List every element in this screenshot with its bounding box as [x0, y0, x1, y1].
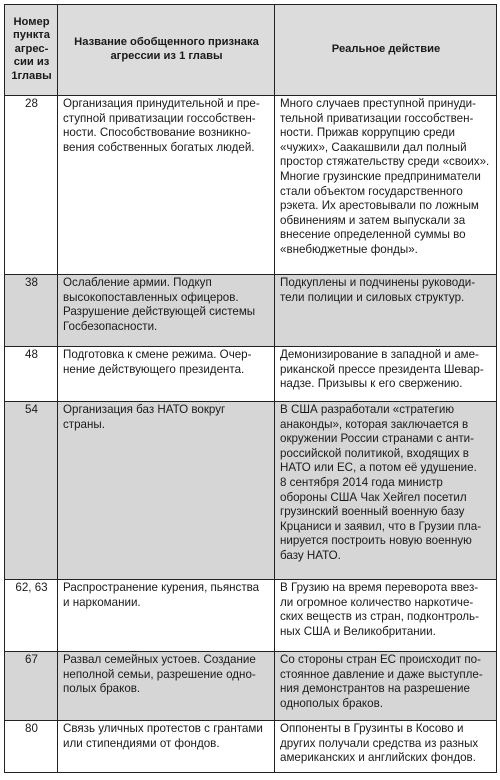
- header-row: [5, 5, 497, 96]
- item-number: 67: [5, 652, 58, 721]
- item-number: 62, 63: [5, 580, 58, 652]
- table-row: [5, 721, 497, 773]
- item-number: 54: [5, 402, 58, 580]
- action-cell: В Грузию на время переворота ввез- ли огромное количество наркотиче- ских веществ из стран, подконтроль- ных США и Великобритании.: [275, 580, 497, 652]
- table-row: [5, 580, 497, 652]
- header-item-number: Номер пункта агрес- сии из 1главы: [5, 5, 58, 96]
- action-cell: Много случаев преступной принуди- тельной приватизации госсобствен- ности. Прижав коррупцию среди «чужих», Саакашвили дал полный простор стяжательству среди «своих». Многие грузинские предприниматели стали объектом государственного рэкета. Их арестовывали по ложным обвинениям и затем выпускали за внесение определенной суммы во «внебюджетные фонды».: [275, 96, 497, 275]
- feature-cell: Развал семейных устоев. Создание неполной семьи, разрешение одно- полых браков.: [58, 652, 275, 721]
- feature-cell: Организация баз НАТО вокруг страны.: [58, 402, 275, 580]
- action-cell: Подкуплены и подчинены руководи- тели полиции и силовых структур.: [275, 275, 497, 347]
- table-row: [5, 402, 497, 580]
- header-real-action: Реальное действие: [275, 5, 497, 96]
- table-row: [5, 96, 497, 275]
- table-row: [5, 347, 497, 402]
- feature-cell: Ослабление армии. Подкуп высокопоставленных офицеров. Разрушение действующей системы Госбезопасности.: [58, 275, 275, 347]
- action-cell: Со стороны стран ЕС происходит по- стоянное давление и даже выступле- ния демонстрантов на разрешение однополых браков.: [275, 652, 497, 721]
- table-row: [5, 275, 497, 347]
- aggression-table: [4, 4, 497, 773]
- feature-cell: Организация принудительной и пре- ступной приватизации госсобствен- ности. Способствование возникно- вения собственных богатых людей.: [58, 96, 275, 275]
- feature-cell: Связь уличных протестов с грантами или стипендиями от фондов.: [58, 721, 275, 773]
- action-cell: В США разработали «стратегию анаконды», которая заключается в окружении России странами с анти- российской политикой, входящих в НАТО или ЕС, а потом её удушение. 8 сентября 2014 года министр обороны США Чак Хейгел посетил грузинский военный военную базу Крцаниси и заявил, что в Грузии пла- нируется построить новую военную базу НАТО.: [275, 402, 497, 580]
- table-row: [5, 652, 497, 721]
- feature-cell: Подготовка к смене режима. Очер- нение действующего президента.: [58, 347, 275, 402]
- item-number: 28: [5, 96, 58, 275]
- action-cell: Демонизирование в западной и аме- риканской прессе президента Шевар- надзе. Призывы к его свержению.: [275, 347, 497, 402]
- feature-cell: Распространение курения, пьянства и наркомании.: [58, 580, 275, 652]
- item-number: 38: [5, 275, 58, 347]
- item-number: 80: [5, 721, 58, 773]
- header-feature-name: Название обобщенного признака агрессии из 1 главы: [58, 5, 275, 96]
- action-cell: Оппоненты в Грузинты в Косово и других получали средства из разных американских и английских фондов.: [275, 721, 497, 773]
- item-number: 48: [5, 347, 58, 402]
